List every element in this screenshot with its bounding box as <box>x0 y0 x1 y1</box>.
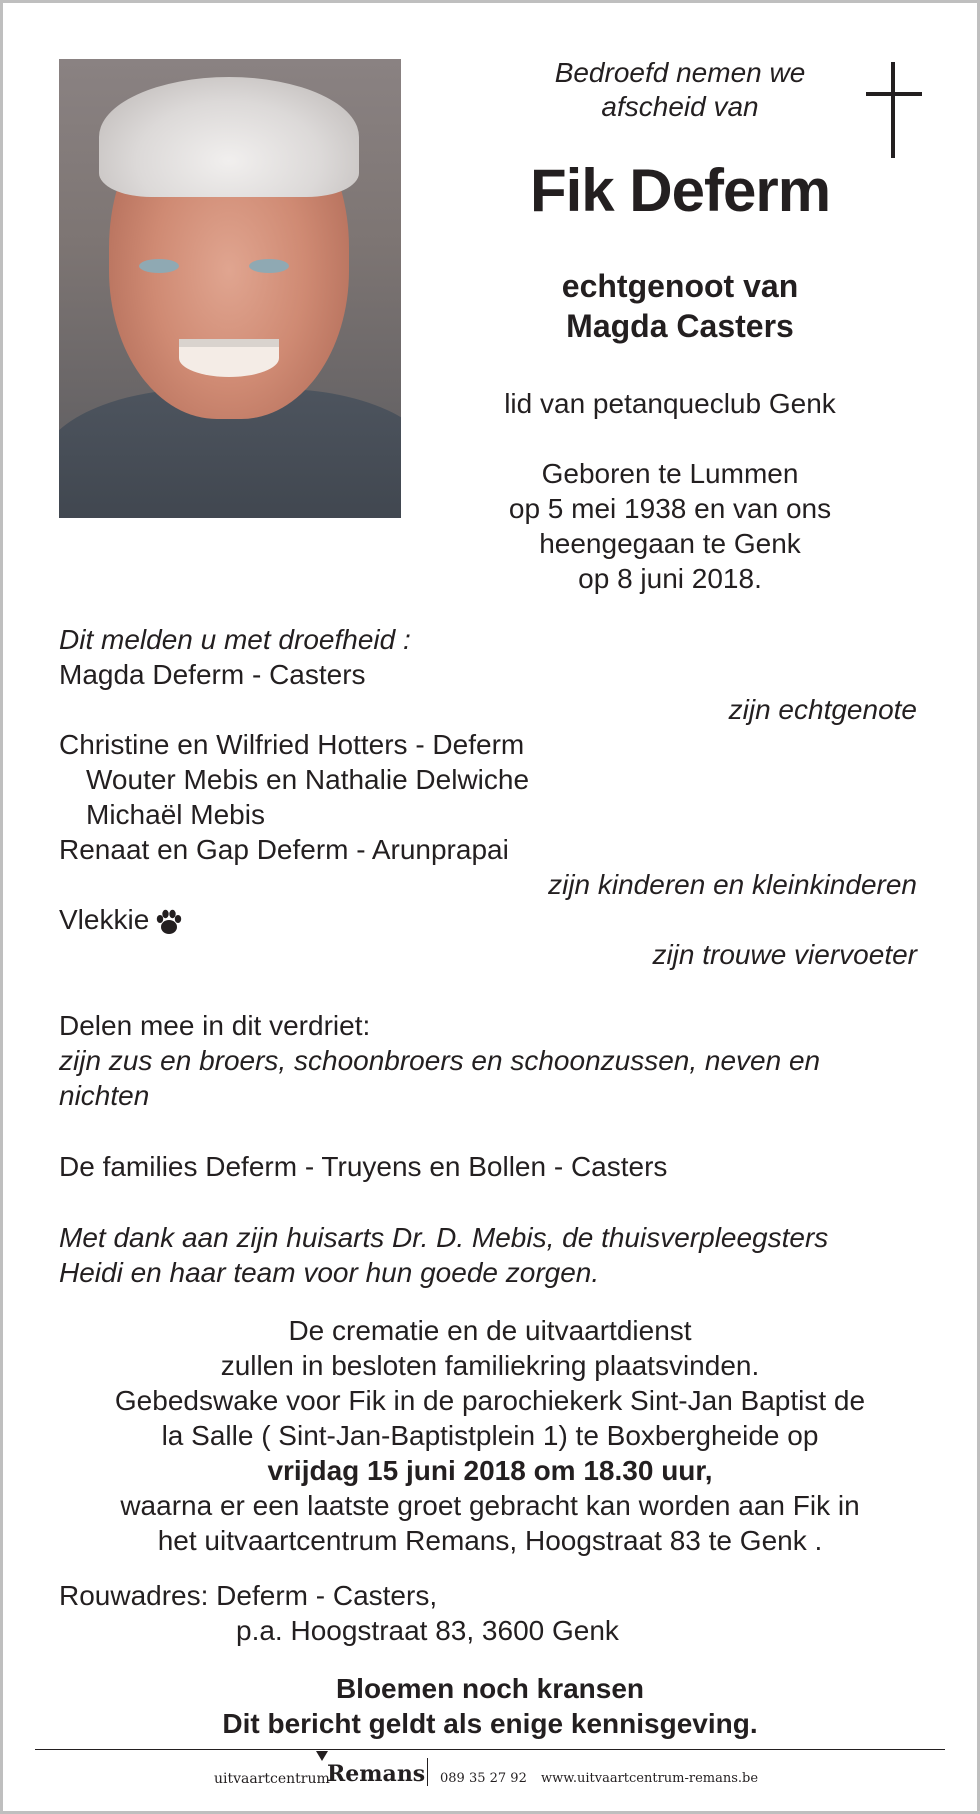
spouse-role: zijn echtgenote <box>728 694 917 725</box>
ceremony-line-5: waarna er een laatste groet gebracht kan worden aan Fik in <box>120 1490 860 1521</box>
pet-name: Vlekkie <box>59 904 150 935</box>
footer-phone: 089 35 27 92 <box>440 1771 527 1786</box>
deceased-name: Fik Deferm <box>529 157 831 224</box>
grandchild-2: Michaël Mebis <box>86 799 265 830</box>
pet-line <box>59 902 183 937</box>
intro-line-1: Bedroefd nemen we <box>554 57 806 88</box>
spouse-line-1: echtgenoot van <box>561 268 799 304</box>
ceremony-line-4: la Salle ( Sint-Jan-Baptistplein 1) te Boxbergheide op <box>161 1420 819 1451</box>
children-role: zijn kinderen en kleinkinderen <box>548 869 917 900</box>
bio-line-1: Geboren te Lummen <box>541 458 799 489</box>
footer-separator <box>427 1758 428 1786</box>
ceremony-line-6: het uitvaartcentrum Remans, Hoogstraat 83 te Genk . <box>157 1525 823 1556</box>
child-1: Christine en Wilfried Hotters - Deferm <box>59 729 525 760</box>
closing-line-1: Bloemen noch kransen <box>335 1673 645 1704</box>
child-2: Renaat en Gap Deferm - Arunprapai <box>59 834 509 865</box>
ceremony-line-3: Gebedswake voor Fik in de parochiekerk Sint-Jan Baptist de <box>114 1385 866 1416</box>
bio-line-2: op 5 mei 1938 en van ons <box>508 493 832 524</box>
grandchild-1: Wouter Mebis en Nathalie Delwiche <box>86 764 530 795</box>
address-line-1: Rouwadres: Deferm - Casters, <box>59 1580 438 1611</box>
intro-line-2: afscheid van <box>601 91 759 122</box>
footer-divider <box>35 1749 945 1750</box>
bio-line-3: heengegaan te Genk <box>539 528 801 559</box>
share-line-1: zijn zus en broers, schoonbroers en schoonzussen, neven en <box>59 1045 821 1076</box>
closing-line-2: Dit bericht geldt als enige kennisgeving. <box>222 1708 758 1739</box>
footer-brand-name: Remans <box>327 1761 426 1787</box>
families-line: De families Deferm - Truyens en Bollen - Casters <box>59 1151 668 1182</box>
ceremony-line-1: De crematie en de uitvaartdienst <box>288 1315 692 1346</box>
spouse-name: Magda Deferm - Casters <box>59 659 366 690</box>
member-line: lid van petanqueclub Genk <box>504 388 836 419</box>
family-intro: Dit melden u met droefheid : <box>59 624 411 655</box>
ceremony-line-2: zullen in besloten familiekring plaatsvinden. <box>220 1350 760 1381</box>
share-intro: Delen mee in dit verdriet: <box>59 1010 371 1041</box>
pet-role: zijn trouwe viervoeter <box>652 939 917 970</box>
thanks-line-2: Heidi en haar team voor hun goede zorgen. <box>59 1257 600 1288</box>
thanks-line-1: Met dank aan zijn huisarts Dr. D. Mebis, de thuisverpleegsters <box>59 1222 829 1253</box>
portrait-photo <box>59 59 401 518</box>
paw-icon <box>155 909 183 935</box>
footer-website: www.uitvaartcentrum-remans.be <box>541 1771 759 1786</box>
spouse-line-2: Magda Casters <box>566 308 794 344</box>
share-line-2: nichten <box>59 1080 150 1111</box>
footer-brand-prefix: uitvaartcentrum <box>214 1771 330 1787</box>
ceremony-date: vrijdag 15 juni 2018 om 18.30 uur, <box>267 1455 713 1486</box>
address-line-2: p.a. Hoogstraat 83, 3600 Genk <box>236 1615 619 1646</box>
bio-line-4: op 8 juni 2018. <box>578 563 762 594</box>
